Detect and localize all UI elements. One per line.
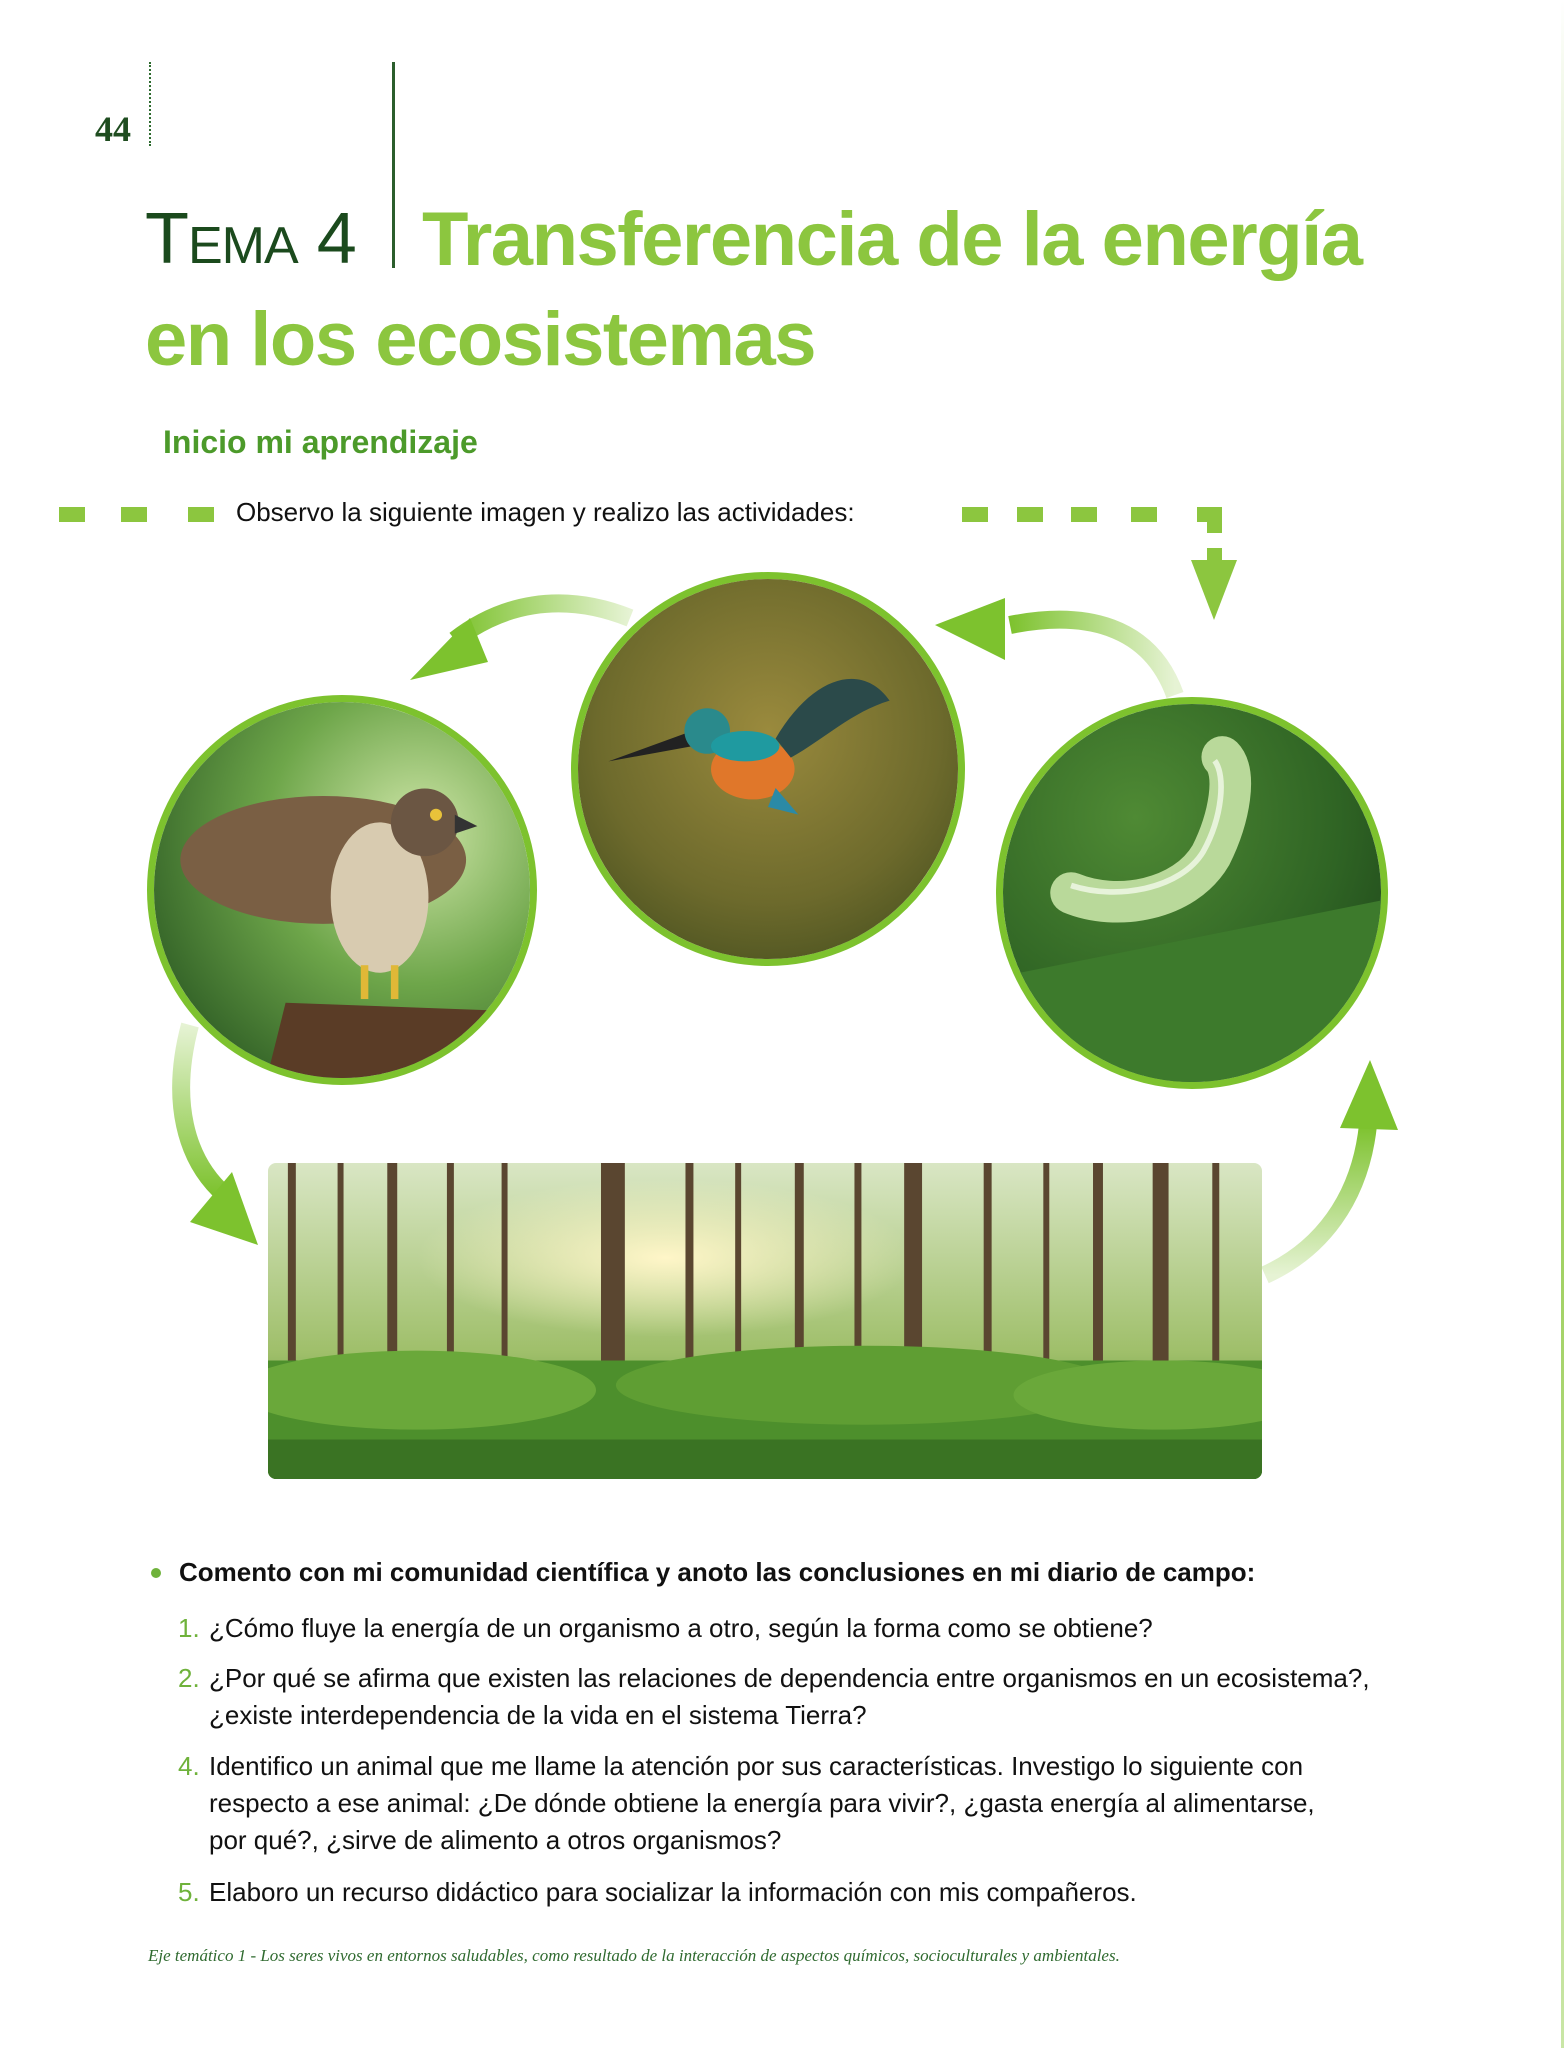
arrow-caterpillar-to-kingfisher-head: [935, 598, 1005, 660]
question-item: [178, 1874, 1137, 1911]
bullet-dot: [151, 1568, 161, 1578]
question-number: 4.: [178, 1751, 200, 1781]
kingfisher-illustration: [578, 579, 958, 959]
tema-label-cap: T: [145, 199, 188, 279]
page-number: 44: [95, 109, 131, 149]
arrow-caterpillar-to-kingfisher: [1010, 620, 1175, 695]
tema-number: 4: [316, 199, 356, 279]
question-item: [178, 1610, 1153, 1647]
page-title-line-1: Transferencia de la energía: [422, 197, 1362, 282]
arrow-hawk-to-forest: [181, 1025, 225, 1195]
question-text: Identifico un animal que me llame la atención por sus características. Investigo lo siguiente con: [209, 1751, 1304, 1781]
question-text: ¿Por qué se afirma que existen las relaciones de dependencia entre organismos en un ecosistema?,: [209, 1663, 1370, 1693]
question-number: 1.: [178, 1613, 200, 1643]
tema-label-rest: EMA: [187, 217, 298, 275]
caterpillar-photo: [996, 697, 1388, 1089]
question-text: ¿existe interdependencia de la vida en el sistema Tierra?: [209, 1700, 867, 1730]
instruction-text: Observo la siguiente imagen y realizo las actividades:: [236, 497, 855, 527]
kingfisher-photo: [571, 572, 965, 966]
question-text: ¿Cómo fluye la energía de un organismo a otro, según la forma como se obtiene?: [209, 1613, 1153, 1643]
arrow-forest-to-caterpillar: [1265, 1125, 1368, 1275]
hawk-photo: [147, 695, 537, 1085]
section-heading: Inicio mi aprendizaje: [163, 424, 478, 460]
arrow-kingfisher-to-hawk: [455, 603, 630, 640]
question-number: 5.: [178, 1877, 200, 1907]
question-text: respecto a ese animal: ¿De dónde obtiene la energía para vivir?, ¿gasta energía al alimentarse,: [209, 1788, 1315, 1818]
hawk-illustration: [154, 702, 530, 1078]
arrow-hawk-to-forest-head: [190, 1172, 258, 1245]
down-arrowhead: [1191, 560, 1237, 620]
question-text: Elaboro un recurso didáctico para socializar la información con mis compañeros.: [209, 1877, 1137, 1907]
question-number: 2.: [178, 1663, 200, 1693]
forest-photo: [268, 1163, 1262, 1479]
activities-prompt: Comento con mi comunidad científica y anoto las conclusiones en mi diario de campo:: [179, 1557, 1256, 1587]
page-title-line-2: en los ecosistemas: [145, 297, 816, 382]
question-item: [178, 1660, 1370, 1734]
caterpillar-illustration: [1003, 704, 1381, 1082]
question-text: por qué?, ¿sirve de alimento a otros organismos?: [209, 1825, 782, 1855]
arrow-forest-to-caterpillar-head: [1340, 1060, 1398, 1130]
forest-illustration: [268, 1163, 1262, 1479]
question-item: [178, 1748, 1315, 1859]
page-footer: Eje temático 1 - Los seres vivos en entornos saludables, como resultado de la interacción de aspectos químicos, socioculturales y ambientales.: [148, 1946, 1120, 1965]
